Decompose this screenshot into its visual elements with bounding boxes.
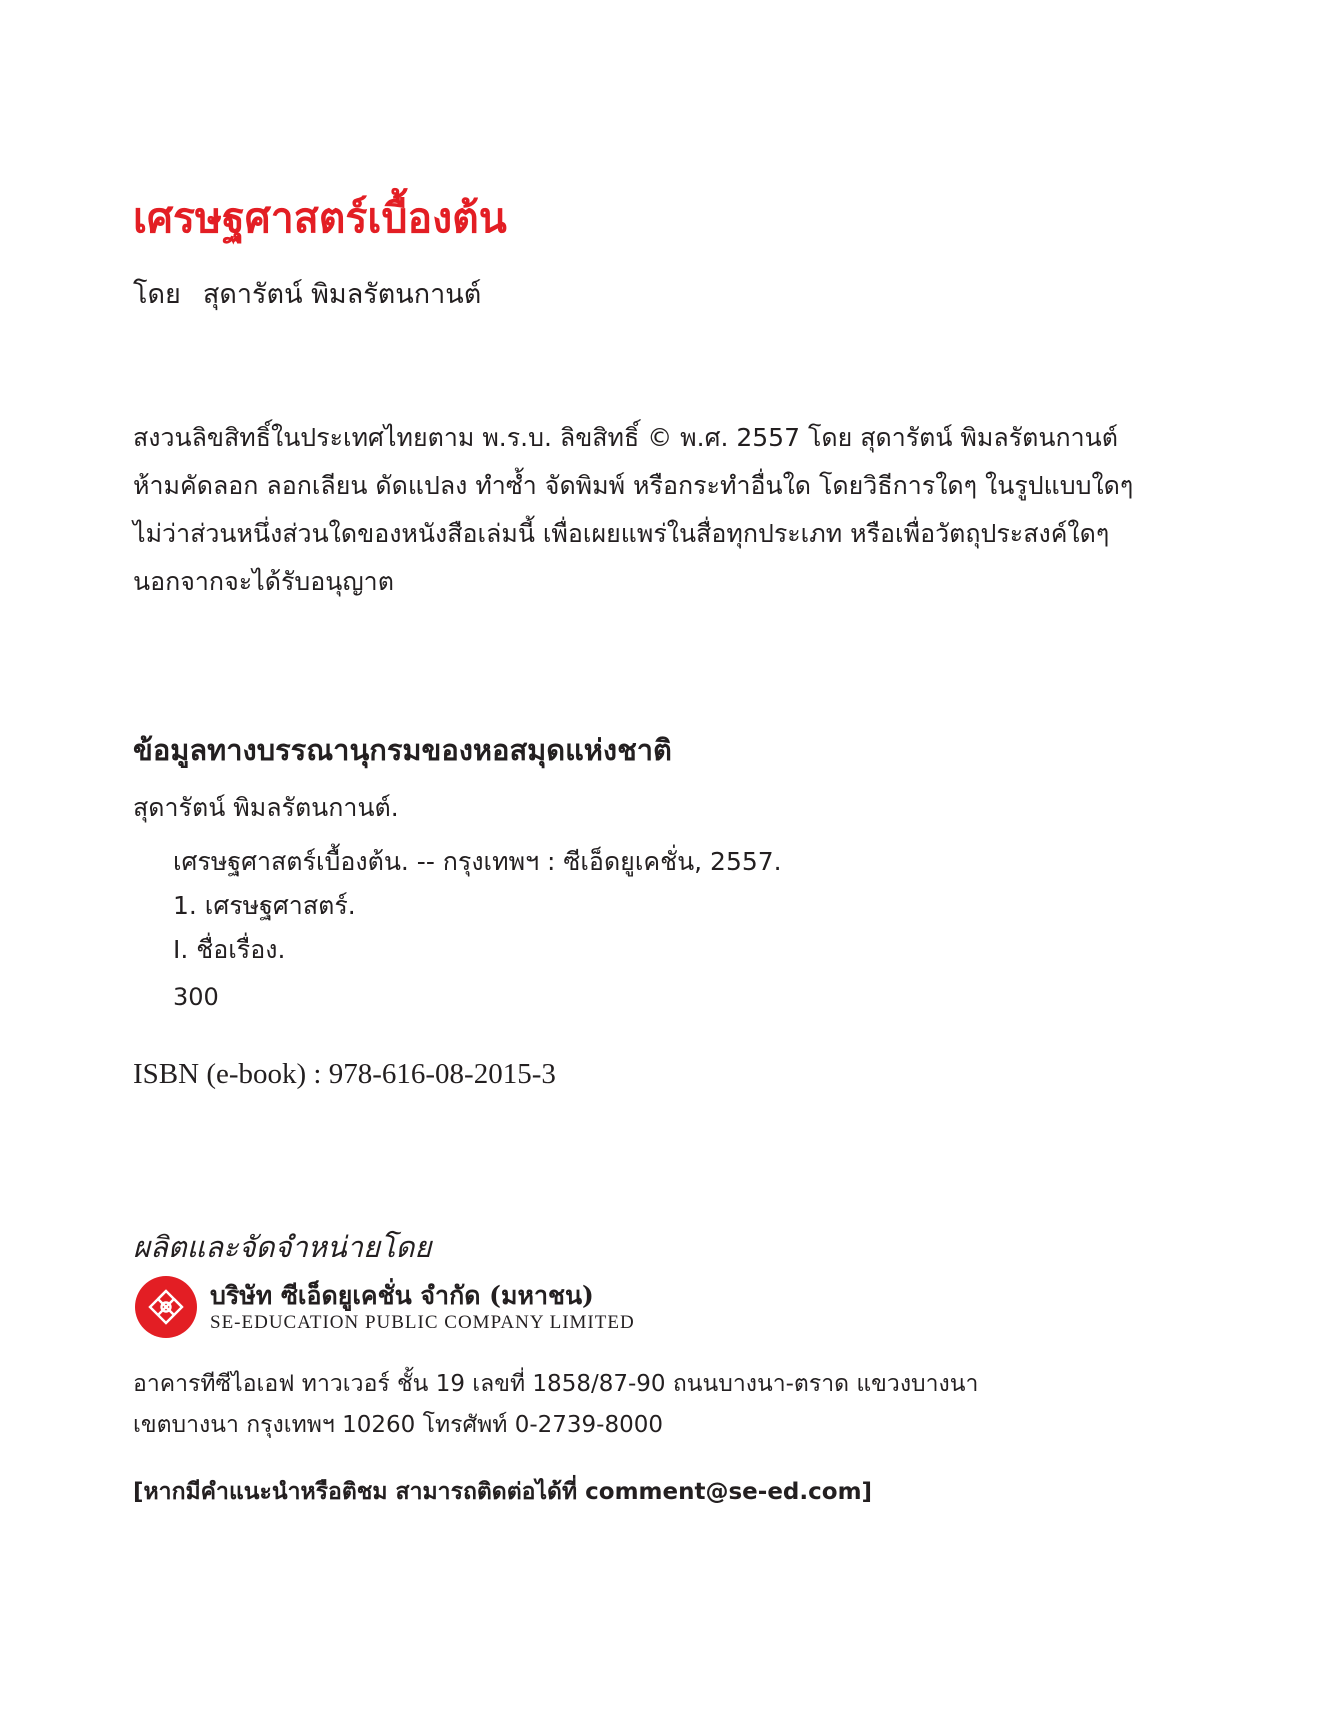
cip-author: สุดารัตน์ พิมลรัตนกานต์. [133,793,399,822]
byline-author: สุดารัตน์ พิมลรัตนกานต์ [202,279,482,310]
cip-entry: เศรษฐศาสตร์เบื้องต้น. -- กรุงเทพฯ : ซีเอ็ดยูเคชั่น, 2557. [173,847,782,876]
address-line: อาคารทีซีไอเอฟ ทาวเวอร์ ชั้น 19 เลขที่ 1858/87-90 ถนนบางนา-ตราด แขวงบางนา [133,1371,979,1397]
copyright-line: นอกจากจะได้รับอนุญาต [133,567,394,596]
isbn: ISBN (e-book) : 978-616-08-2015-3 [133,1058,556,1090]
copyright-notice [133,414,1133,606]
producer-heading: ผลิตและจัดจำหน่ายโดย [133,1230,432,1264]
cip-entry: I. ชื่อเรื่อง. [173,935,286,964]
address-line: เขตบางนา กรุงเทพฯ 10260 โทรศัพท์ 0-2739-8000 [133,1412,664,1438]
address [133,1364,978,1446]
cip-entry: 1. เศรษฐศาสตร์. [173,891,356,920]
book-title: เศรษฐศาสตร์เบื้องต้น [133,194,507,242]
cip-entries [173,840,782,972]
contact-note: [หากมีคำแนะนำหรือติชม สามารถติดต่อได้ที่ comment@se-ed.com] [133,1479,873,1505]
copyright-line: สงวนลิขสิทธิ์ในประเทศไทยตาม พ.ร.บ. ลิขสิทธิ์ © พ.ศ. 2557 โดย สุดารัตน์ พิมลรัตนกานต์ [133,423,1118,452]
copyright-line: ห้ามคัดลอก ลอกเลียน ดัดแปลง ทำซ้ำ จัดพิมพ์ หรือกระทำอื่นใด โดยวิธีการใดๆ ในรูปแบบใดๆ [133,471,1134,500]
company-name-english: SE-EDUCATION PUBLIC COMPANY LIMITED [210,1312,635,1333]
byline-label: โดย [133,279,181,310]
copyright-line: ไม่ว่าส่วนหนึ่งส่วนใดของหนังสือเล่มนี้ เพื่อเผยแพร่ในสื่อทุกประเภท หรือเพื่อวัตถุประสงค์ใดๆ [133,519,1110,548]
byline [133,272,481,315]
company-name-thai: บริษัท ซีเอ็ดยูเคชั่น จำกัด (มหาชน) [210,1281,594,1310]
cip-heading: ข้อมูลทางบรรณานุกรมของหอสมุดแห่งชาติ [133,733,672,767]
cip-classification: 300 [173,983,219,1011]
se-ed-logo-icon [135,1276,197,1338]
